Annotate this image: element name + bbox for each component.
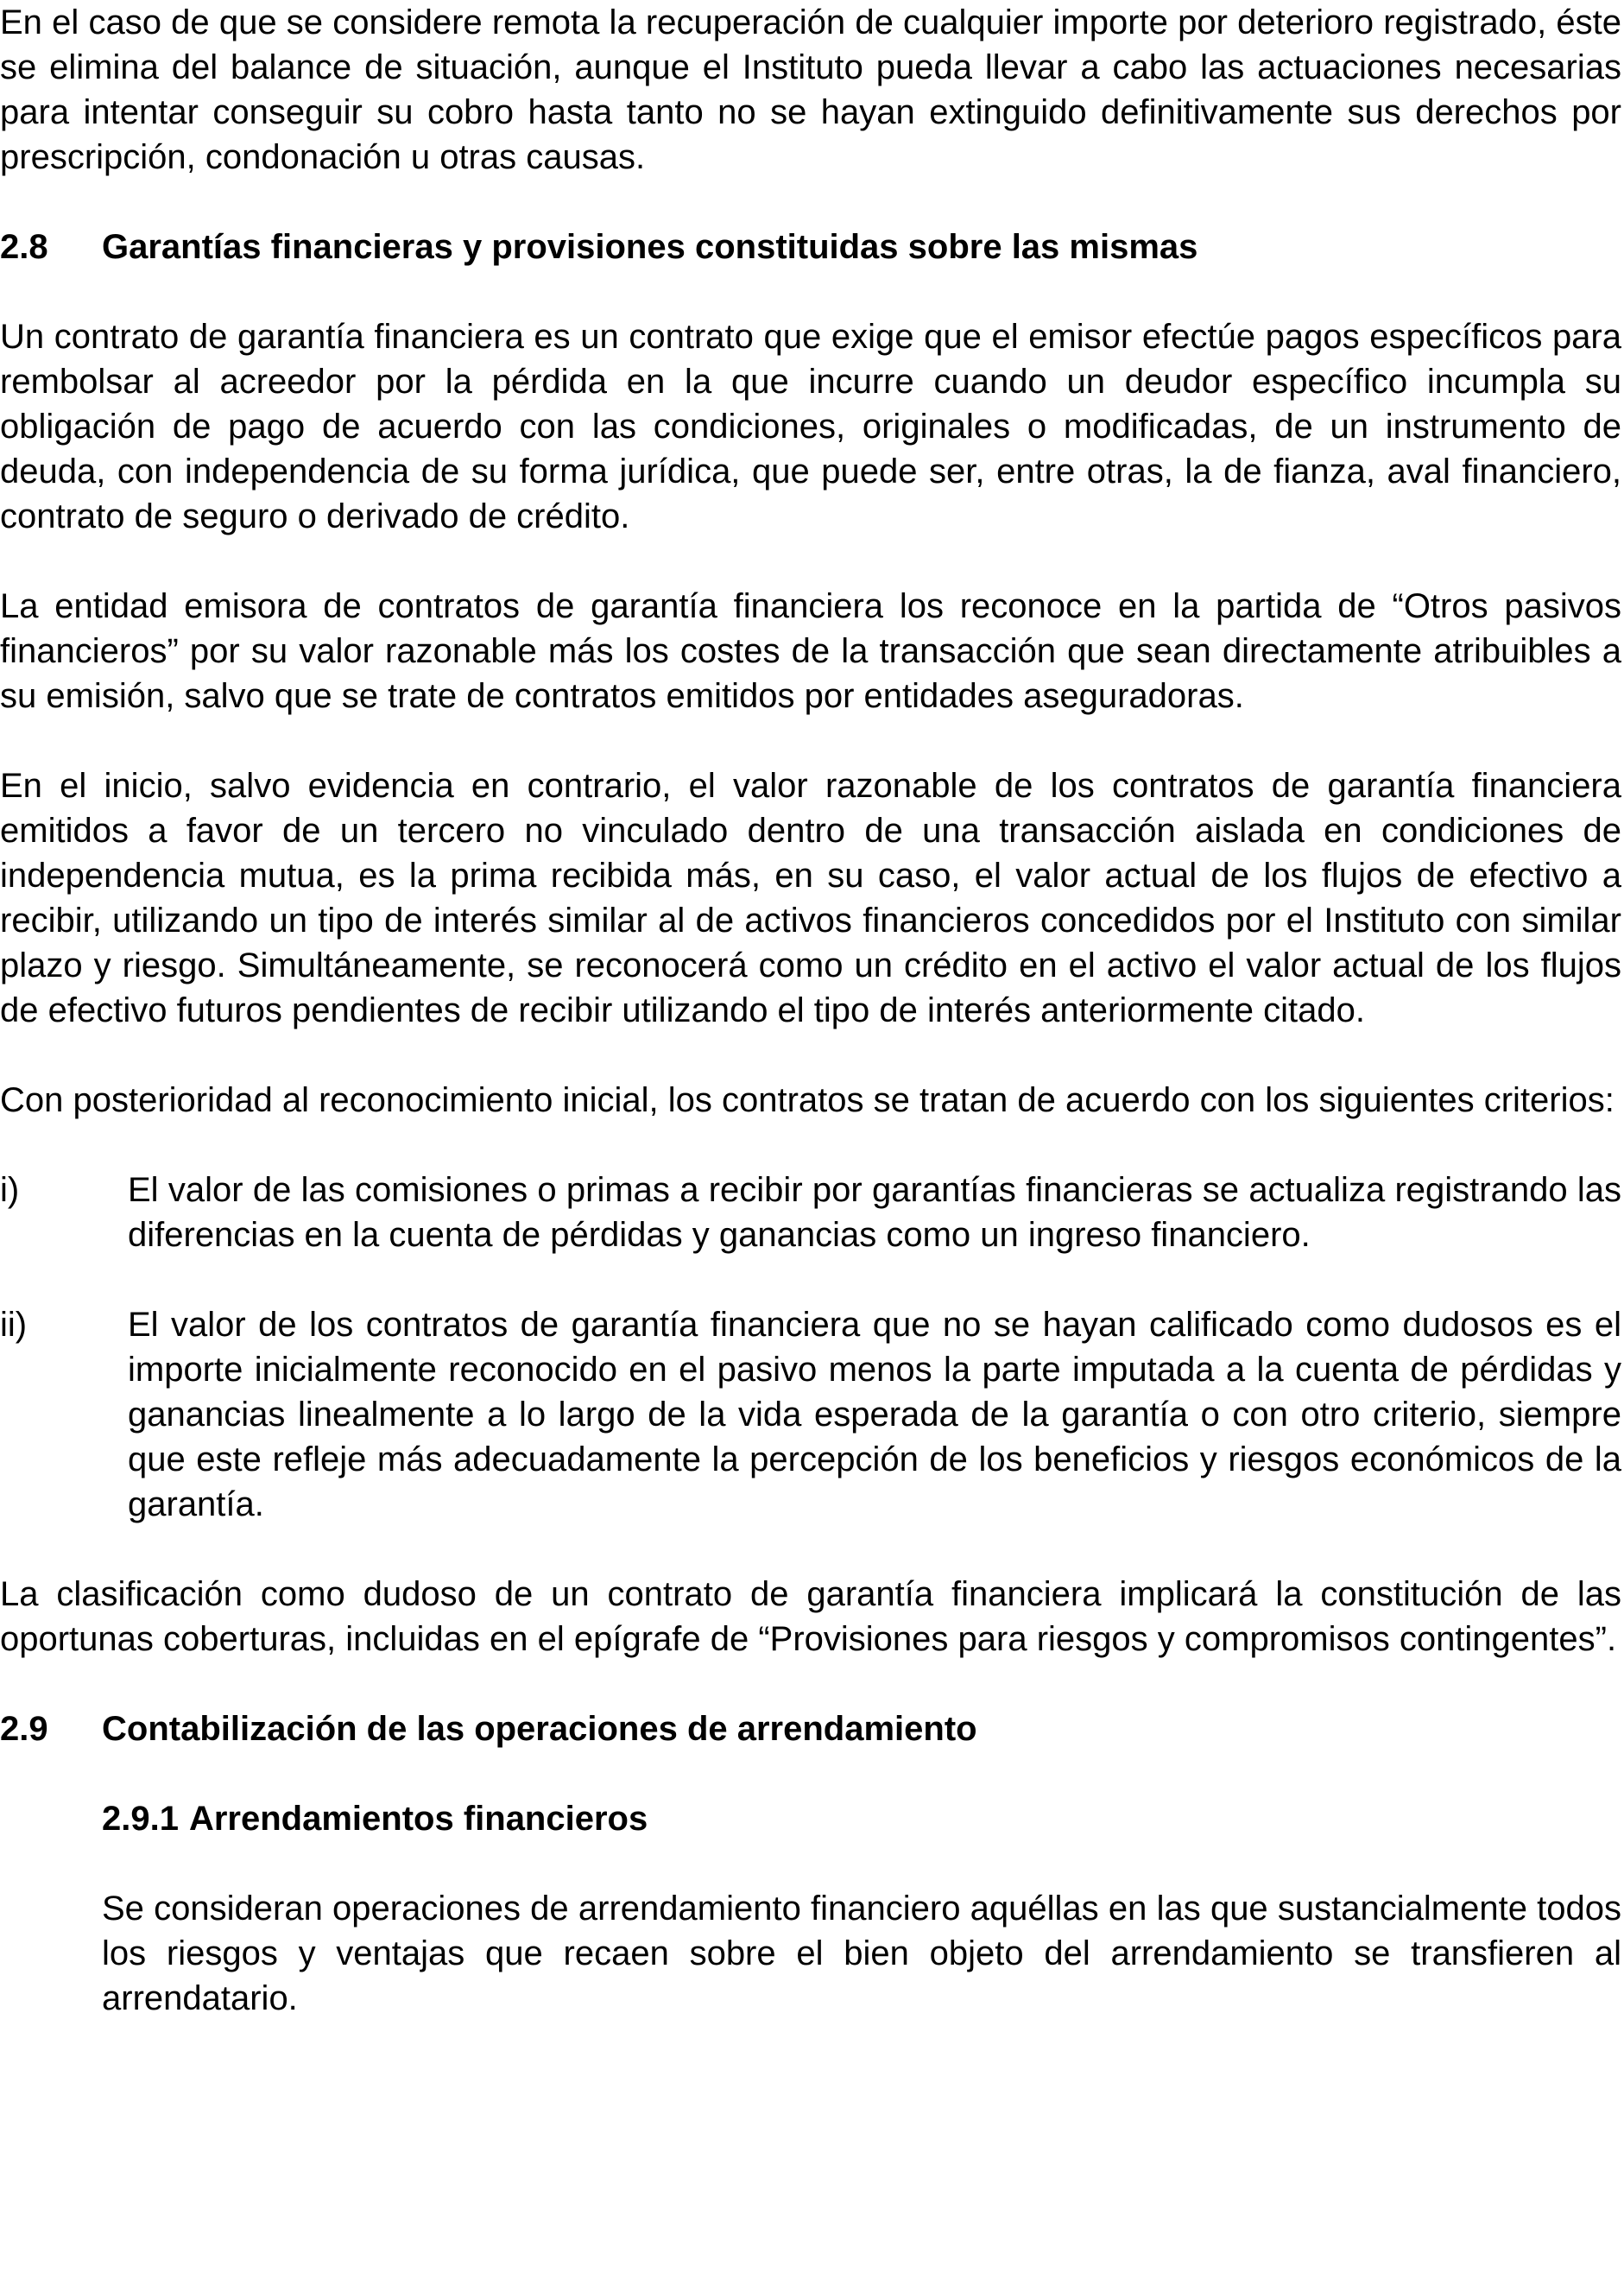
heading-number: 2.9.1 xyxy=(102,1800,179,1838)
heading-number: 2.9 xyxy=(0,1710,48,1748)
paragraph-clasificacion-dudoso: La clasificación como dudoso de un contrato de garantía financiera implicará la constitución de las oportunas coberturas, incluidas en el epígrafe de “Provisiones para riesgos y compromisos contingentes”. xyxy=(0,1575,1621,1658)
paragraph-criterios-intro: Con posterioridad al reconocimiento inicial, los contratos se tratan de acuerdo con los siguientes criterios: xyxy=(0,1081,1615,1119)
paragraph-definicion-garantia: Un contrato de garantía financiera es un contrato que exige que el emisor efectúe pagos específicos para rembolsar al acreedor por la pérdida en la que incurre cuando un deudor específico incumpla su obligación de pago de acuerdo con las condiciones, originales o modificadas, de un instrumento de deuda, con independencia de su forma jurídica, que puede ser, entre otras, la de fianza, aval financiero, contrato de seguro o derivado de crédito. xyxy=(0,318,1621,535)
list-marker: i) xyxy=(0,1171,20,1209)
paragraph-reconocimiento: La entidad emisora de contratos de garantía financiera los reconoce en la partida de “Otros pasivos financieros” por su valor razonable más los costes de la transacción que sean directamente atribuibles a su emisión, salvo que se trate de contratos emitidos por entidades aseguradoras. xyxy=(0,587,1621,715)
list-item-ii xyxy=(0,1302,1621,1527)
paragraph-valor-razonable: En el inicio, salvo evidencia en contrario, el valor razonable de los contratos de garantía financiera emitidos a favor de un tercero no vinculado dentro de una transacción aislada en condiciones de independencia mutua, es la prima recibida más, en su caso, el valor actual de los flujos de efectivo a recibir, utilizando un tipo de interés similar al de activos financieros concedidos por el Instituto con similar plazo y riesgo. Simultáneamente, se reconocerá como un crédito en el activo el valor actual de los flujos de efectivo futuros pendientes de recibir utilizando el tipo de interés anteriormente citado. xyxy=(0,767,1621,1029)
heading-number: 2.8 xyxy=(0,228,48,266)
heading-2-9-1 xyxy=(0,1796,1621,1841)
list-item-text: El valor de las comisiones o primas a recibir por garantías financieras se actualiza registrando las diferencias en la cuenta de pérdidas y ganancias como un ingreso financiero. xyxy=(128,1171,1621,1254)
heading-title: Arrendamientos financieros xyxy=(188,1800,648,1838)
heading-2-9 xyxy=(0,1706,1621,1751)
list-item-i xyxy=(0,1168,1621,1257)
heading-2-8 xyxy=(0,225,1621,269)
list-item-text: El valor de los contratos de garantía financiera que no se hayan calificado como dudosos es el importe inicialmente reconocido en el pasivo menos la parte imputada a la cuenta de pérdidas y ganancias linealmente a lo largo de la vida esperada de la garantía o con otro criterio, siempre que este refleje más adecuadamente la percepción de los beneficios y riesgos económicos de la garantía. xyxy=(128,1306,1621,1523)
paragraph-arrendamiento-financiero: Se consideran operaciones de arrendamiento financiero aquéllas en las que sustancialmente todos los riesgos y ventajas que recaen sobre el bien objeto del arrendamiento se transfieren al arrendatario. xyxy=(102,1890,1621,2017)
heading-title: Contabilización de las operaciones de arrendamiento xyxy=(102,1710,977,1748)
paragraph-deterioro: En el caso de que se considere remota la recuperación de cualquier importe por deterioro registrado, éste se elimina del balance de situación, aunque el Instituto pueda llevar a cabo las actuaciones necesarias para intentar conseguir su cobro hasta tanto no se hayan extinguido definitivamente sus derechos por prescripción, condonación u otras causas. xyxy=(0,3,1621,176)
list-marker: ii) xyxy=(0,1306,28,1344)
heading-title: Garantías financieras y provisiones constituidas sobre las mismas xyxy=(102,228,1198,266)
